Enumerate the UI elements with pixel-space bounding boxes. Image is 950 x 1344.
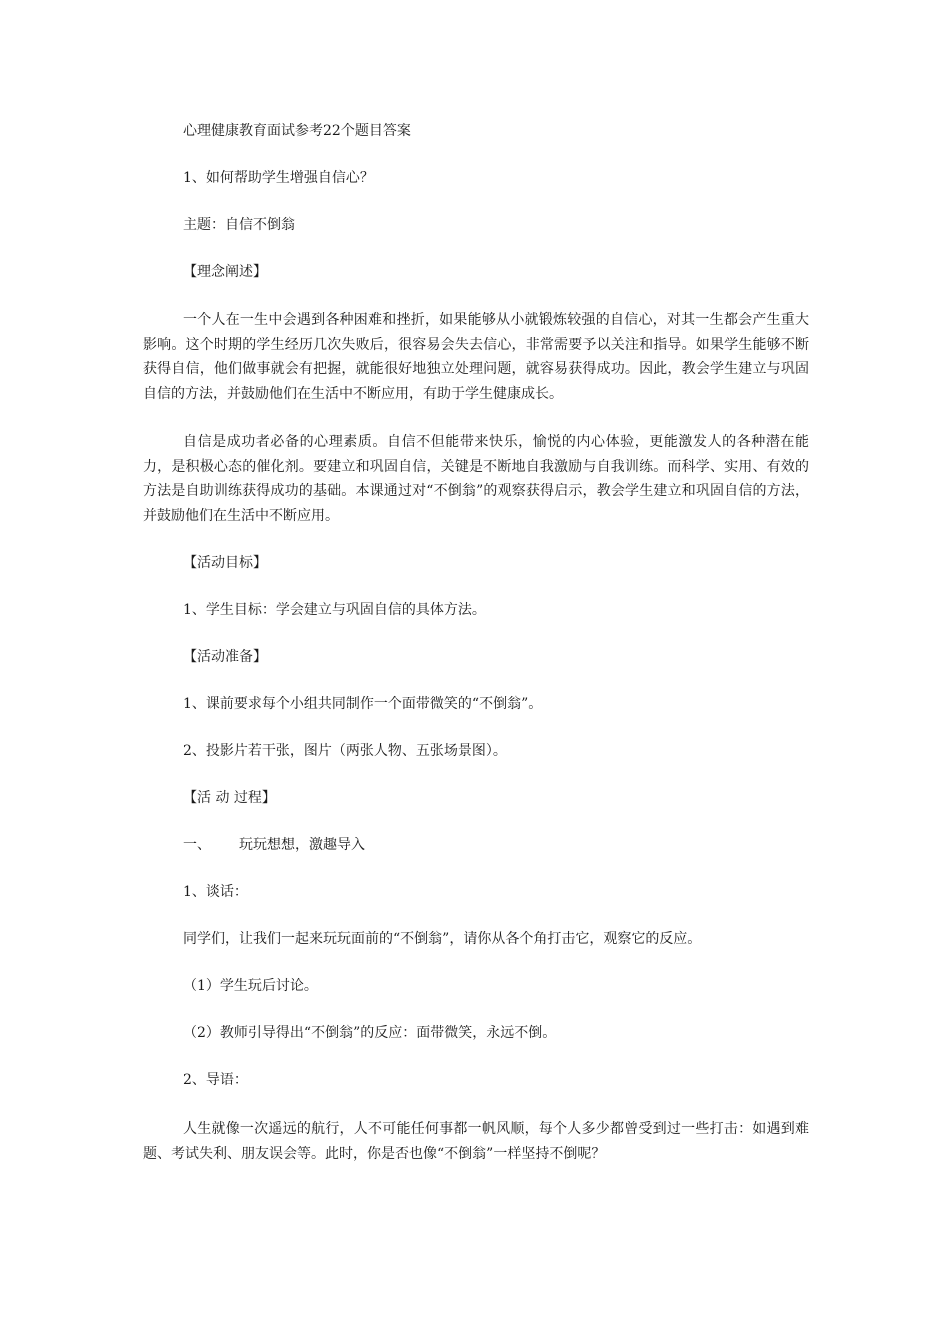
concept-paragraph-1: 一个人在一生中会遇到各种困难和挫折，如果能够从小就锻炼较强的自信心，对其一生都会产生重大影响。这个时期的学生经历几次失败后，很容易会失去信心，非常需要予以关注和指导。如果学生能够不断获得自信，他们做事就会有把握，就能很好地独立处理问题，就容易获得成功。因此，教会学生建立与巩固自信的方法，并鼓励他们在生活中不断应用，有助于学生健康成长。 — [143, 312, 809, 402]
step-one-text: 玩玩想想，激趣导入 — [239, 837, 365, 853]
question-heading: 1、如何帮助学生增强自信心？ — [183, 170, 374, 186]
talk-item-1: （1）学生玩后讨论。 — [183, 978, 318, 994]
talk-text: 同学们，让我们一起来玩玩面前的“不倒翁”，请你从各个角打击它，观察它的反应。 — [183, 931, 702, 947]
prep-heading: 【活动准备】 — [183, 649, 267, 665]
guide-paragraph: 人生就像一次遥远的航行，人不可能任何事都一帆风顺，每个人多少都曾受到过一些打击：如遇到难题、考试失利、朋友误会等。此时，你是否也像“不倒翁”一样坚持不倒呢？ — [143, 1121, 809, 1162]
document-title: 心理健康教育面试参考22个题目答案 — [183, 123, 411, 139]
goal-item: 1、学生目标：学会建立与巩固自信的具体方法。 — [183, 602, 486, 618]
step-one — [183, 835, 365, 855]
concept-heading: 【理念阐述】 — [183, 264, 267, 280]
prep-item-2: 2、投影片若干张，图片（两张人物、五张场景图）。 — [183, 743, 507, 759]
talk-item-2: （2）教师引导得出“不倒翁”的反应：面带微笑，永远不倒。 — [183, 1025, 557, 1041]
theme-line: 主题：自信不倒翁 — [183, 217, 295, 233]
step-one-number: 一、 — [183, 837, 211, 853]
goal-heading: 【活动目标】 — [183, 555, 267, 571]
prep-item-1: 1、课前要求每个小组共同制作一个面带微笑的“不倒翁”。 — [183, 696, 543, 712]
talk-heading: 1、谈话： — [183, 884, 248, 900]
process-heading: 【活 动 过程】 — [183, 790, 276, 806]
concept-paragraph-2: 自信是成功者必备的心理素质。自信不但能带来快乐，愉悦的内心体验，更能激发人的各种潜在能力，是积极心态的催化剂。要建立和巩固自信，关键是不断地自我激励与自我训练。而科学、实用、有效的方法是自助训练获得成功的基础。本课通过对“不倒翁”的观察获得启示，教会学生建立和巩固自信的方法，并鼓励他们在生活中不断应用。 — [143, 434, 809, 524]
guide-heading: 2、导语： — [183, 1072, 248, 1088]
